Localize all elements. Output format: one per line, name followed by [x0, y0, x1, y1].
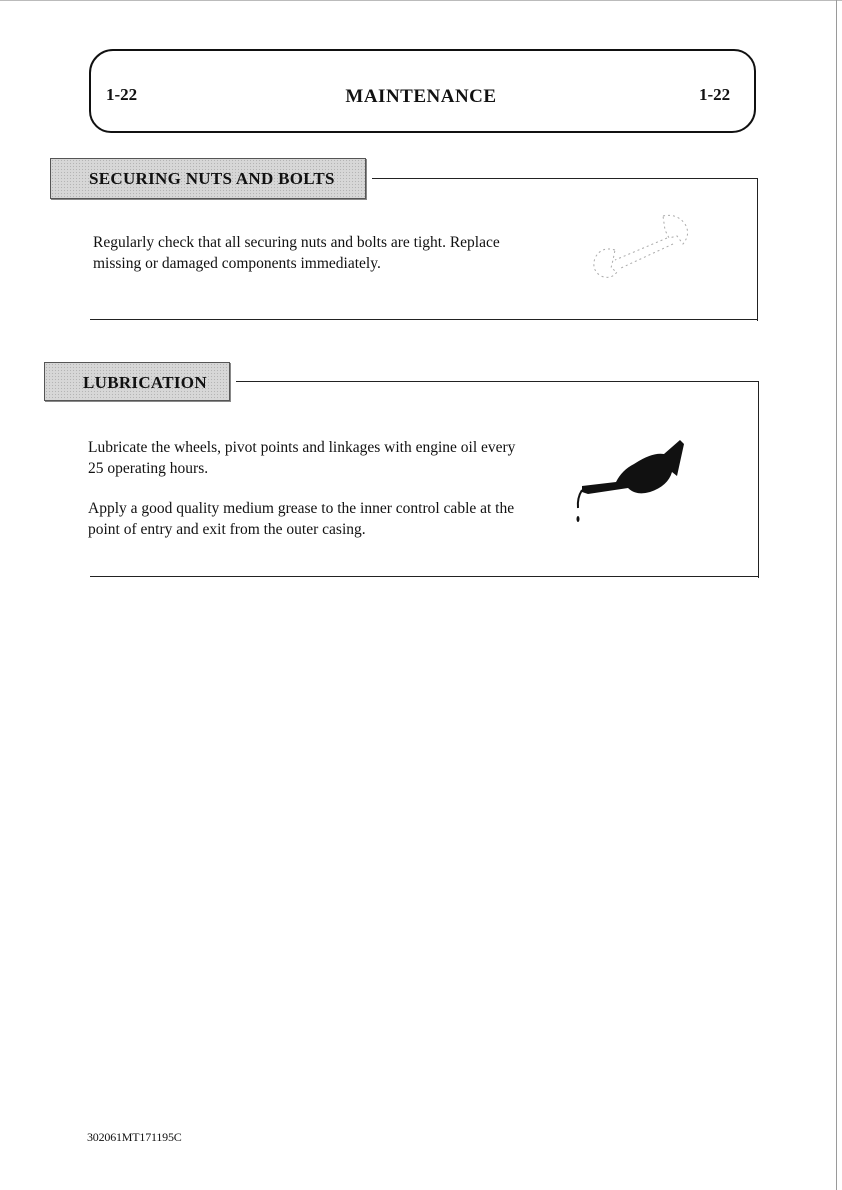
- page-number-right: 1-22: [699, 85, 731, 104]
- section-heading-lubrication: LUBRICATION: [44, 362, 230, 401]
- section-heading-securing: SECURING NUTS AND BOLTS: [50, 158, 366, 199]
- section-rule-lubrication: [90, 576, 759, 577]
- securing-paragraph: Regularly check that all securing nuts and bolts are tight. Replace missing or damaged components immediately.: [93, 234, 500, 272]
- lubrication-paragraph-2: Apply a good quality medium grease to the inner control cable at the point of entry and exit from the outer casing.: [88, 500, 515, 538]
- page-title: MAINTENANCE: [345, 86, 497, 107]
- oil-can-icon: [572, 436, 692, 531]
- lubrication-paragraph-1: Lubricate the wheels, pivot points and linkages with engine oil every 25 operating hours.: [88, 439, 516, 477]
- document-code: 302061MT171195C: [87, 1130, 182, 1144]
- spanner-icon: [585, 208, 700, 288]
- page-number-left: 1-22: [106, 85, 138, 104]
- page-right-edge: [836, 0, 837, 1190]
- page-top-edge: [0, 0, 842, 1]
- section-rule-securing: [90, 319, 758, 320]
